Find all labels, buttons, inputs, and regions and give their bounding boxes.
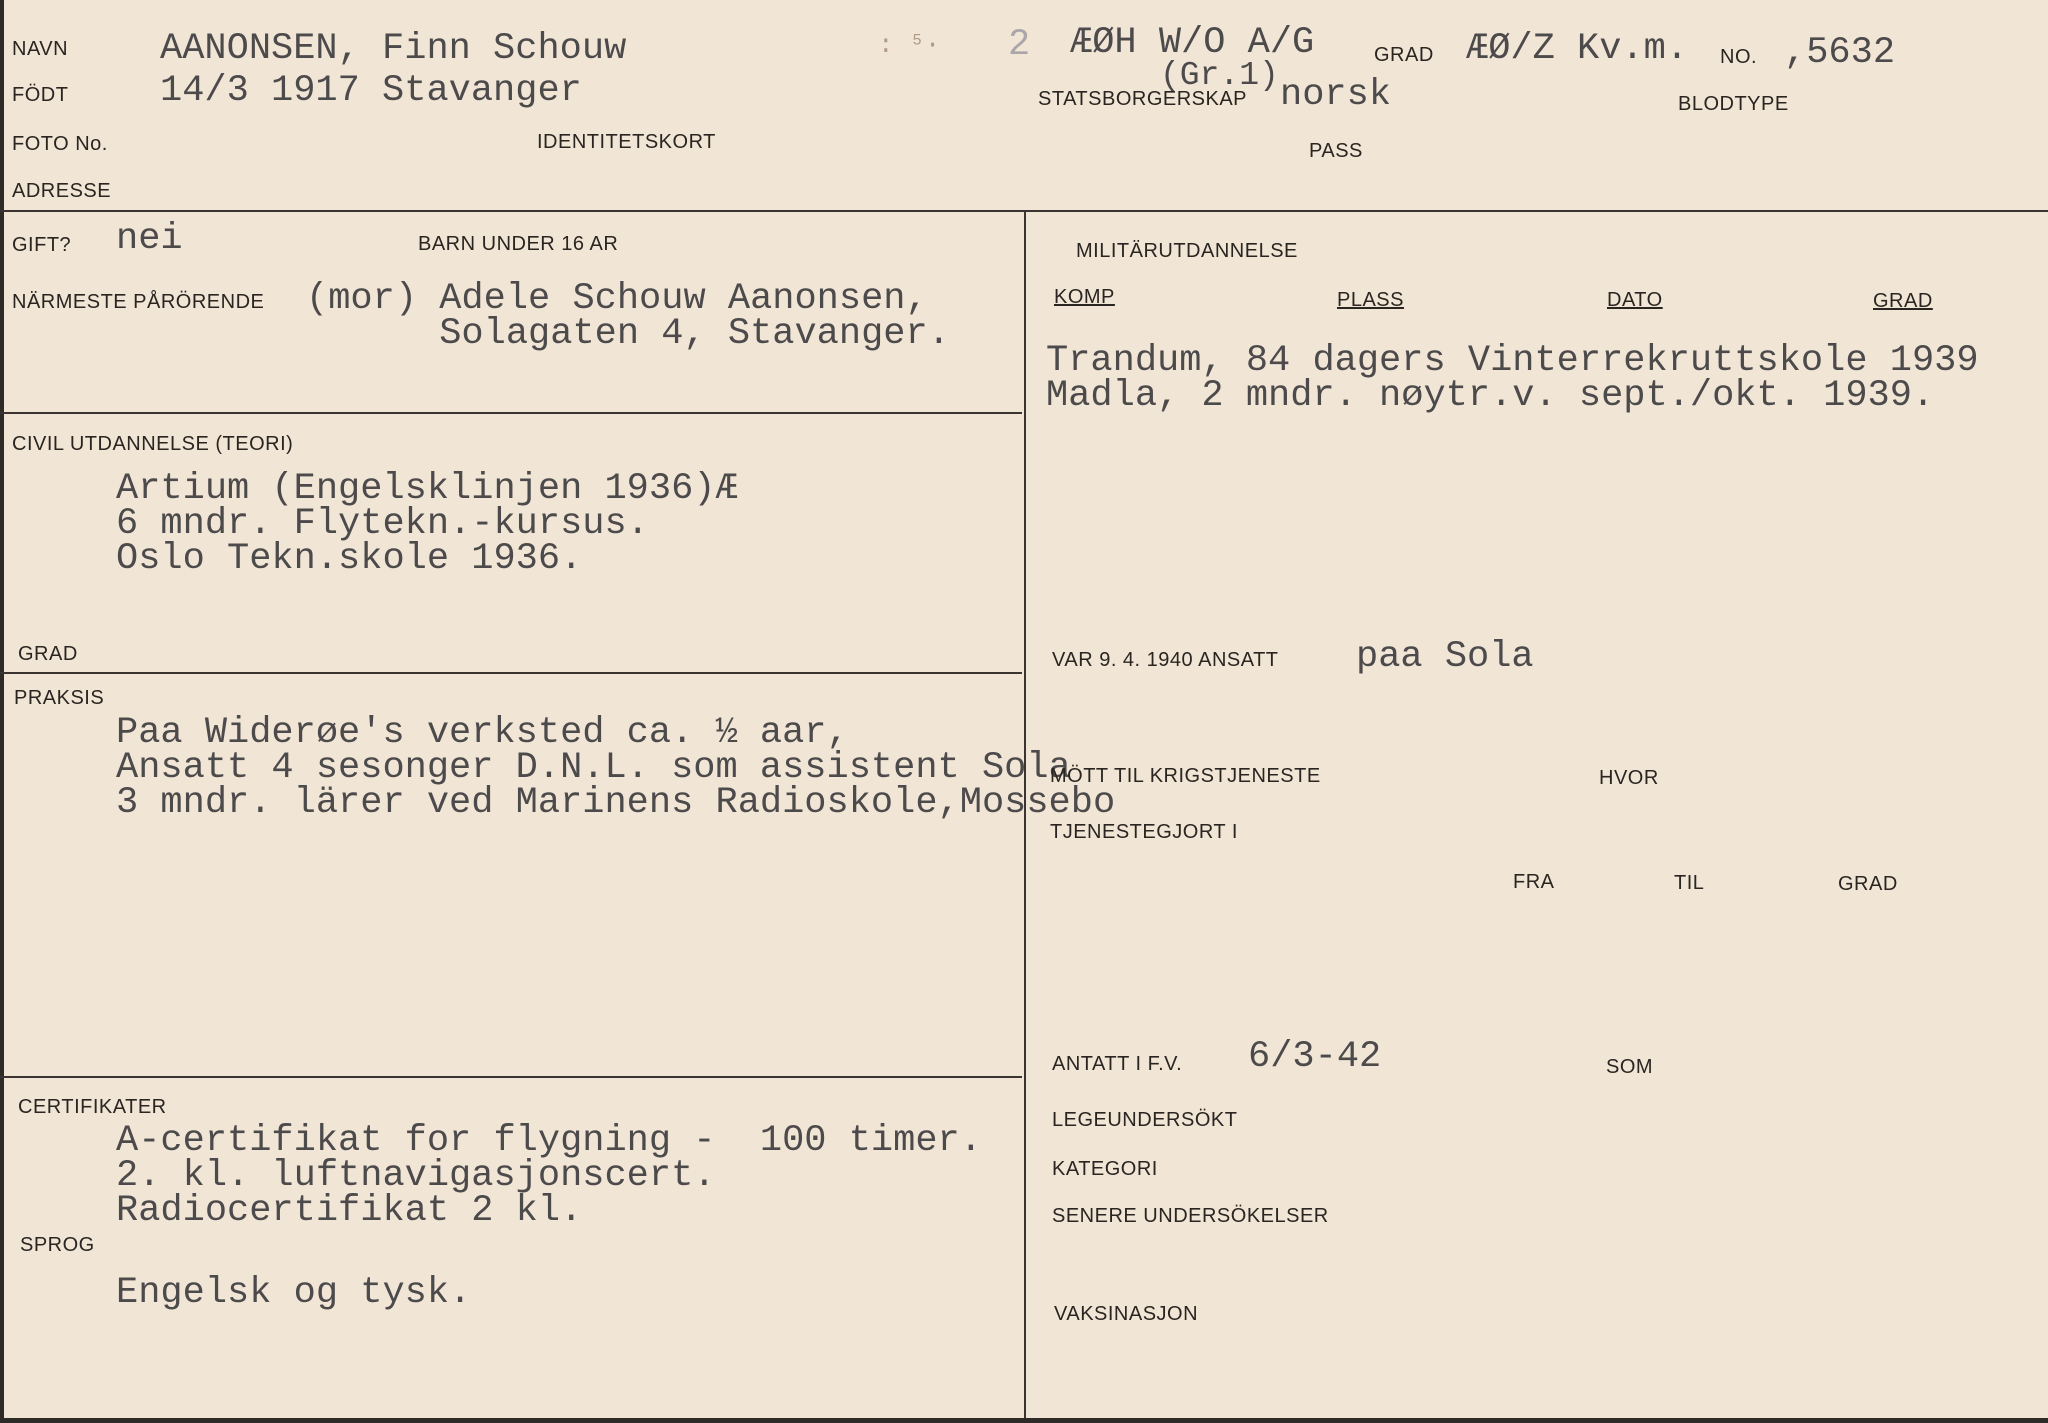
- gift-label: GIFT?: [12, 234, 72, 256]
- top-mark: : ⁵·: [878, 30, 941, 60]
- parorende-label: NÄRMESTE PÅRÖRENDE: [12, 291, 265, 313]
- grad-header-value: ÆØ/Z Kv.m.: [1466, 28, 1689, 70]
- card-edge-left: [0, 0, 4, 1423]
- tjeneste-label: TJENESTEGJORT I: [1050, 821, 1238, 843]
- legeundersokt-label: LEGEUNDERSÖKT: [1052, 1109, 1238, 1131]
- card-edge-bottom: [0, 1418, 2048, 1423]
- rule-civil: [0, 672, 1022, 674]
- gift-value: nei: [116, 218, 183, 260]
- barn-label: BARN UNDER 16 AR: [418, 233, 619, 255]
- statsborgerskap-value: norsk: [1280, 74, 1392, 116]
- dato-label: DATO: [1607, 289, 1663, 311]
- var-value: paa Sola: [1356, 636, 1534, 678]
- var-label: VAR 9. 4. 1940 ANSATT: [1052, 649, 1279, 671]
- plass-label: PLASS: [1337, 289, 1404, 311]
- militar-value: Trandum, 84 dagers Vinterrekruttskole 1939 Madla, 2 mndr. nøytr.v. sept./okt. 1939.: [1046, 340, 1979, 417]
- rule-praksis: [0, 1076, 1022, 1078]
- no-label: NO.: [1720, 46, 1758, 68]
- no-value: ,5632: [1784, 32, 1896, 74]
- militar-label: MILITÄRUTDANNELSE: [1076, 240, 1298, 262]
- fodt-value: 14/3 1917 Stavanger: [160, 70, 582, 112]
- kategori-label: KATEGORI: [1052, 1158, 1158, 1180]
- grad-header-label: GRAD: [1374, 44, 1434, 66]
- fodt-label: FÖDT: [12, 84, 69, 106]
- antatt-label: ANTATT I F.V.: [1052, 1053, 1183, 1075]
- som-label: SOM: [1606, 1056, 1654, 1078]
- praksis-label: PRAKSIS: [14, 687, 105, 709]
- adresse-label: ADRESSE: [12, 180, 112, 202]
- blodtype-label: BLODTYPE: [1678, 93, 1789, 115]
- komp-label: KOMP: [1054, 286, 1115, 308]
- navn-label: NAVN: [12, 38, 69, 60]
- rank-group: (Gr.1): [1160, 57, 1279, 94]
- fra-label: FRA: [1513, 871, 1555, 893]
- civil-label: CIVIL UTDANNELSE (TEORI): [12, 433, 294, 455]
- grad-left-label: GRAD: [18, 643, 78, 665]
- statsborgerskap-label: STATSBORGERSKAP: [1038, 88, 1248, 110]
- rule-family: [0, 412, 1022, 414]
- vaksinasjon-label: VAKSINASJON: [1054, 1303, 1199, 1325]
- parorende-value: (mor) Adele Schouw Aanonsen, Solagaten 4, Stavanger.: [306, 278, 950, 355]
- civil-value: Artium (Engelsklinjen 1936)Æ 6 mndr. Flytekn.-kursus. Oslo Tekn.skole 1936.: [116, 468, 738, 580]
- senere-label: SENERE UNDERSÖKELSER: [1052, 1205, 1329, 1227]
- sprog-value: Engelsk og tysk.: [116, 1272, 472, 1314]
- rank-value: ÆØH W/O A/G: [1070, 22, 1315, 64]
- praksis-value: Paa Widerøe's verksted ca. ½ aar, Ansatt 4 sesonger D.N.L. som assistent Sola 3 mndr. lärer ved Marinens Radioskole,Mossebo: [116, 712, 1116, 824]
- navn-value: AANONSEN, Finn Schouw: [160, 28, 627, 70]
- til-label: TIL: [1674, 872, 1705, 894]
- hvor-label: HVOR: [1599, 767, 1659, 789]
- certifikater-value: A-certifikat for flygning - 100 timer. 2. kl. luftnavigasjonscert. Radiocertifikat 2 kl.: [116, 1120, 982, 1232]
- antatt-value: 6/3-42: [1248, 1036, 1382, 1078]
- identitetskort-label: IDENTITETSKORT: [537, 131, 716, 153]
- mott-label: MÖTT TIL KRIGSTJENESTE: [1050, 765, 1321, 787]
- certifikater-label: CERTIFIKATER: [18, 1096, 167, 1118]
- grad-service-label: GRAD: [1838, 873, 1898, 895]
- rank-number: 2: [1008, 24, 1031, 66]
- pass-label: PASS: [1309, 140, 1363, 162]
- sprog-label: SPROG: [20, 1234, 95, 1256]
- grad-military-label: GRAD: [1873, 290, 1933, 312]
- foto-label: FOTO No.: [12, 133, 108, 155]
